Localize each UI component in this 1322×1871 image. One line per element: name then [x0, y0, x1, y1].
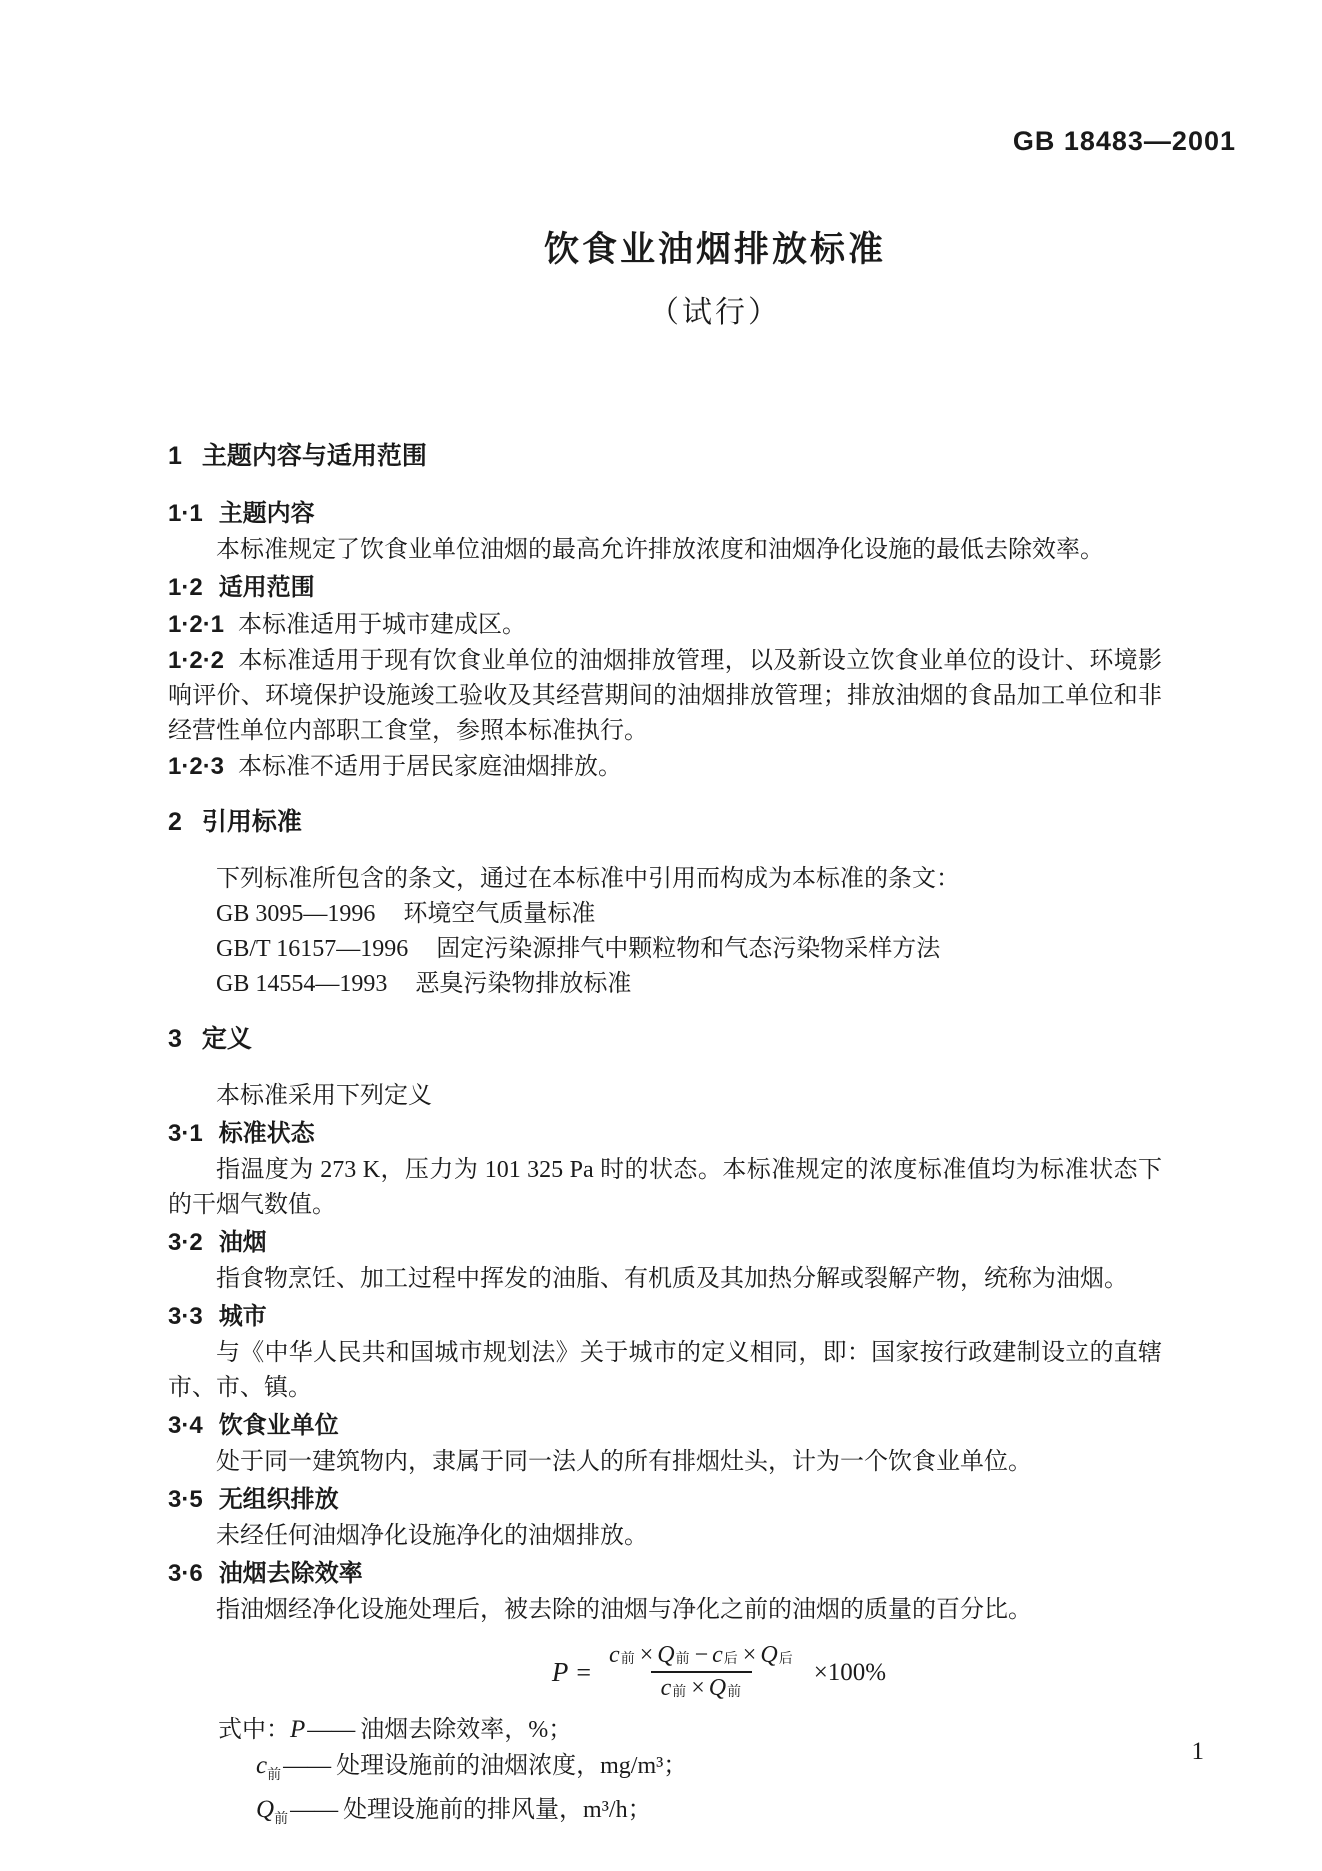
- clause-1-2-2: [168, 643, 1162, 749]
- removal-efficiency-formula: [222, 1640, 1216, 1704]
- document-subtitle: （试行）: [649, 296, 781, 329]
- fraction-denominator: [651, 1671, 753, 1704]
- clause-3-3-heading: [168, 1299, 1162, 1334]
- clause-number: 1·2·3: [168, 753, 225, 780]
- clause-number: 3·1: [168, 1120, 203, 1147]
- where-line-c: [168, 1748, 1162, 1792]
- formula-variable-P: P: [551, 1656, 569, 1687]
- formula-operator: ×: [639, 1642, 654, 1668]
- formula-variable: Q: [657, 1642, 675, 1668]
- clause-title: 标准状态: [218, 1120, 315, 1147]
- formula-operator: ×: [742, 1642, 757, 1668]
- formula-multiplier: ×100%: [813, 1658, 887, 1686]
- formula-operator: −: [694, 1642, 709, 1668]
- reference-code: GB/T 16157—1996: [216, 936, 409, 962]
- section-number: 2: [168, 808, 182, 836]
- clause-title: 主题内容: [218, 500, 315, 527]
- formula-subscript: 前: [727, 1683, 742, 1699]
- formula-variable: Q: [708, 1675, 727, 1701]
- section-number: 1: [168, 442, 182, 470]
- clause-number: 3·3: [168, 1303, 203, 1330]
- reference-code: GB 14554—1993: [216, 971, 388, 997]
- section-2-heading: [168, 805, 1162, 840]
- reference-name: 恶臭污染物排放标准: [415, 971, 632, 997]
- clause-number: 3·2: [168, 1229, 203, 1256]
- clause-number: 1·1: [168, 500, 203, 527]
- standard-number: GB 18483—2001: [1012, 126, 1236, 156]
- page-number: 1: [1191, 1738, 1204, 1765]
- reference-item: [168, 967, 1162, 1002]
- formula-variable: Q: [760, 1642, 778, 1668]
- clause-title: 无组织排放: [218, 1486, 339, 1513]
- formula-variable: c: [712, 1642, 723, 1668]
- formula-subscript: 前: [274, 1810, 289, 1826]
- fraction: [599, 1640, 804, 1704]
- formula-variable-c: c: [256, 1752, 268, 1779]
- section-title: 定义: [201, 1025, 252, 1053]
- definition-3-1-text: 指温度为 273 K，压力为 101 325 Pa 时的状态。本标准规定的浓度标准值均为标准状态下的干烟气数值。: [168, 1157, 1162, 1218]
- clause-3-2-heading: [168, 1225, 1162, 1260]
- reference-item: [168, 897, 1162, 932]
- clause-1-2-heading: [168, 570, 1162, 605]
- where-line-Q: [168, 1792, 1162, 1836]
- clause-1-1-text: 本标准规定了饮食业单位油烟的最高允许排放浓度和油烟净化设施的最低去除效率。: [216, 537, 1104, 563]
- references-intro: 下列标准所包含的条文，通过在本标准中引用而构成为本标准的条文：: [216, 866, 960, 892]
- clause-number: 3·4: [168, 1412, 203, 1439]
- title-block: [54, 0, 1322, 331]
- clause-1-2-1: [168, 607, 1162, 643]
- clause-number: 1·2·2: [168, 647, 225, 674]
- clause-title: 饮食业单位: [218, 1412, 339, 1439]
- section-number: 3: [168, 1025, 182, 1053]
- definition-3-6-text: 指油烟经净化设施处理后，被去除的油烟与净化之前的油烟的质量的百分比。: [216, 1597, 1032, 1623]
- formula-subscript: 前: [672, 1683, 687, 1699]
- formula-subscript: 前: [675, 1650, 690, 1666]
- section-title: 主题内容与适用范围: [201, 442, 427, 470]
- where-label: 式中：: [218, 1717, 290, 1743]
- clause-3-4-heading: [168, 1408, 1162, 1443]
- clause-text: 本标准适用于城市建成区。: [238, 612, 527, 638]
- clause-title: 油烟去除效率: [218, 1560, 363, 1587]
- clause-text: 本标准适用于现有饮食业单位的油烟排放管理，以及新设立饮食业单位的设计、环境影响评价、环境保护设施竣工验收及其经营期间的油烟排放管理；排放油烟的食品加工单位和非经营性单位内部职工食堂，参照本标准执行。: [168, 648, 1162, 744]
- definition-3-3-text: 与《中华人民共和国城市规划法》关于城市的定义相同，即：国家按行政建制设立的直辖市、市、镇。: [168, 1340, 1162, 1401]
- clause-title: 油烟: [218, 1229, 267, 1256]
- definition-3-2-text: 指食物烹饪、加工过程中挥发的油脂、有机质及其加热分解或裂解产物，统称为油烟。: [216, 1266, 1128, 1292]
- dash: ——: [307, 1717, 356, 1743]
- fraction-numerator: [599, 1640, 804, 1671]
- clause-title: 城市: [218, 1303, 267, 1330]
- formula-variable: c: [660, 1675, 672, 1701]
- dash: ——: [290, 1797, 339, 1823]
- where-description: 油烟去除效率，%；: [360, 1717, 573, 1743]
- section-1-heading: [168, 439, 1162, 474]
- section-title: 引用标准: [201, 808, 302, 836]
- definition-3-4-text: 处于同一建筑物内，隶属于同一法人的所有排烟灶头，计为一个饮食业单位。: [216, 1449, 1032, 1475]
- clause-3-6-heading: [168, 1556, 1162, 1591]
- document-body: [168, 439, 1162, 1836]
- reference-code: GB 3095—1996: [216, 901, 376, 927]
- reference-name: 固定污染源排气中颗粒物和气态污染物采样方法: [436, 936, 941, 962]
- formula-subscript: 前: [267, 1766, 282, 1782]
- where-block: [168, 1712, 1162, 1836]
- formula-variable-Q: Q: [256, 1796, 275, 1823]
- clause-3-1-heading: [168, 1116, 1162, 1151]
- clause-number: 3·6: [168, 1560, 203, 1587]
- where-description: 处理设施前的排风量，m³/h；: [343, 1797, 652, 1823]
- equals-sign: =: [576, 1657, 592, 1687]
- where-line-P: [168, 1712, 1162, 1748]
- formula-operator: ×: [691, 1675, 705, 1701]
- formula-variable-P: P: [290, 1716, 306, 1743]
- definitions-intro: 本标准采用下列定义: [216, 1083, 432, 1109]
- clause-text: 本标准不适用于居民家庭油烟排放。: [238, 754, 623, 780]
- formula-subscript: 后: [723, 1650, 738, 1666]
- document-title: 饮食业油烟排放标准: [543, 230, 886, 269]
- where-description: 处理设施前的油烟浓度，mg/m³；: [336, 1753, 688, 1779]
- definition-3-5-text: 未经任何油烟净化设施净化的油烟排放。: [216, 1523, 648, 1549]
- reference-name: 环境空气质量标准: [403, 901, 596, 927]
- section-3-heading: [168, 1022, 1162, 1057]
- clause-3-5-heading: [168, 1482, 1162, 1517]
- clause-title: 适用范围: [218, 574, 315, 601]
- clause-number: 3·5: [168, 1486, 203, 1513]
- dash: ——: [283, 1753, 332, 1779]
- clause-1-2-3: [168, 749, 1162, 785]
- reference-item: [168, 932, 1162, 967]
- formula-subscript: 后: [778, 1650, 793, 1666]
- formula-variable: c: [609, 1642, 620, 1668]
- clause-1-1-heading: [168, 496, 1162, 531]
- clause-number: 1·2·1: [168, 611, 225, 638]
- formula-subscript: 前: [620, 1650, 635, 1666]
- reference-list: [168, 897, 1162, 1002]
- clause-number: 1·2: [168, 574, 203, 601]
